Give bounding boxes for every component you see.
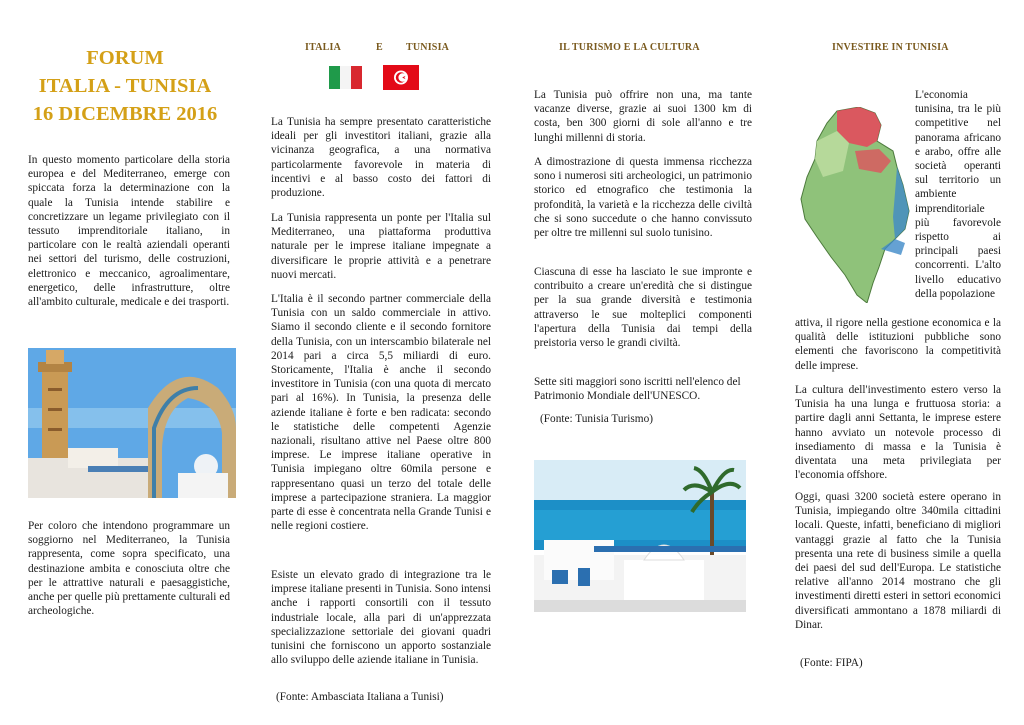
investire-p3: Oggi, quasi 3200 società estere operano in Tunisia, impiegando oltre 340mila cittadini locali. Queste, infatti, beneficiano di migliori vantaggi grazie al fatto che la Tunisia presenta una rete di business simile a quella dei paesi del sud dell'Europa. Le statistiche relative all'anno 2014 mostrano che gli investimenti diretti esteri in settori economici diversificati ammontano a 1878 miliardi di Dinar. [795,491,1001,631]
sidi-bou-said-photo [534,460,746,612]
title-line-1: FORUM [86,47,164,69]
turismo-p2: A dimostrazione di questa immensa ricchezza sono i numerosi siti archeologici, un patrimonio storico ed etnografico che testimonia la profondità, la varietà e la ricchezza delle civiltà che si sono succedute o che hanno convissuto per oltre tre millenni sul suolo tunisino. [534,156,752,240]
turismo-p1: La Tunisia può offrire non una, ma tante vacanze diverse, grazie ai suoi 1300 km di costa, ben 300 giorni di sole all'anno e tre lunghi millenni di storia. [534,89,752,144]
italia-tunisia-source: (Fonte: Ambasciata Italiana a Tunisi) [276,691,444,703]
investire-source: (Fonte: FIPA) [800,657,863,669]
header-turismo: IL TURISMO E LA CULTURA [559,42,700,53]
intro-paragraph: In questo momento particolare della storia europea e del Mediterraneo, emerge con spiccata forza la determinazione con la quale la Tunisia intende stabilire e concretizzare un legame privilegiato con il tessuto imprenditoriale italiano, in particolare con le realtà aziendali operanti nei settori del turismo, delle costruzioni, elettronico e meccanico, agroalimentare, energetico, delle infrastrutture, oltre all'ambito culturale, medicale e dei trasporti. [28,154,230,309]
investire-p2: La cultura dell'investimento estero verso la Tunisia ha una lunga e fruttuosa storia: a partire dagli anni Settanta, le imprese estere hanno avviato un notevole processo di insediamento di massa e la Tunisia è diventata una meta privilegiata per l'economia offshore. [795,384,1001,482]
investire-p1-rest: attiva, il rigore nella gestione economica e la qualità delle istituzioni pubbliche sono elementi che favoriscono la competitività delle imprese. [795,317,1001,372]
italy-flag-icon [329,66,362,89]
tunisia-flag-icon [383,65,419,90]
title-line-2: ITALIA - TUNISIA [38,75,212,97]
header-investire: INVESTIRE IN TUNISIA [832,42,949,53]
title-line-3: 16 DICEMBRE 2016 [32,103,218,125]
investire-p1-side: L'economia tunisina, tra le più competitive nel panorama africano e arabo, offre alle società operanti sul territorio un ambiente imprenditoriale più favorevole rispetto ai principali paesi concorrenti. L'alto livello educativo della popolazione [915,89,1001,300]
italia-tunisia-p1: La Tunisia ha sempre presentato caratteristiche ideali per gli investitori italiani, grazie alla vicinanza geografica, a una normativa particolarmente favorevole in materia di incentivi e al basso costo dei fattori di produzione. [271,116,491,200]
header-e: E [376,42,383,53]
tunis-mosque-photo [28,348,236,498]
turismo-p4: Sette siti maggiori sono iscritti nell'elenco del Patrimonio Mondiale dell'UNESCO. [534,376,741,403]
tunisia-map-icon [797,107,912,303]
turismo-source: (Fonte: Tunisia Turismo) [540,413,654,425]
travel-paragraph: Per coloro che intendono programmare un soggiorno nel Mediterraneo, la Tunisia rappresenta, come sopra specificato, una destinazione ambita e conosciuta oltre che per le attrattive naturali e paesaggistiche, anche per quelle più prettamente culturali ed archeologiche. [28,520,230,618]
turismo-p3: Ciascuna di esse ha lasciato le sue impronte e contribuito a creare un'eredità che si distingue per la sua grande diversità e testimonia attraverso le sue molteplici componenti l'apertura della Tunisia dai tempi della preistoria verso le grandi civiltà. [534,266,752,350]
italia-tunisia-p4: Esiste un elevato grado di integrazione tra le imprese italiane presenti in Tunisia. Sono intensi anche i rapporti consortili con il tessuto industriale locale, alla pari di un'apprezzata specializzazione settoriale dei giovani quadri tunisini che forniscono un apporto sostanziale allo sviluppo delle aziende italiane in Tunisia. [271,569,491,667]
italia-tunisia-p3: L'Italia è il secondo partner commerciale della Tunisia con un saldo commerciale in attivo. Siamo il secondo cliente e il secondo fornitore della Tunisia, con un interscambio bilaterale nel 2014 pari a circa 5,5 miliardi di euro. Storicamente, l'Italia è anche il secondo investitore in Tunisia (con una quota di mercato pari al 16%). In Tunisia, la presenza delle aziende italiane è forte e ben radicata: secondo le statistiche delle competenti Agenzie nazionali, risultano attive nel Paese oltre 800 imprese. Le imprese italiane operative in Tunisia impiegano oltre 60mila persone e rappresentano quasi un terzo del totale delle imprese a partecipazione straniera. La maggior parte di esse è concentrata nella Grande Tunisi e nelle regioni costiere. [271,293,491,533]
italia-tunisia-p2: La Tunisia rappresenta un ponte per l'Italia sul Mediterraneo, una piattaforma produttiva naturale per le imprese italiane impegnate a diversificare le proprie attività e a penetrare nuovi mercati. [271,212,491,281]
header-italia: ITALIA [305,42,342,53]
header-tunisia: TUNISIA [406,42,450,53]
forum-title [10,44,240,128]
